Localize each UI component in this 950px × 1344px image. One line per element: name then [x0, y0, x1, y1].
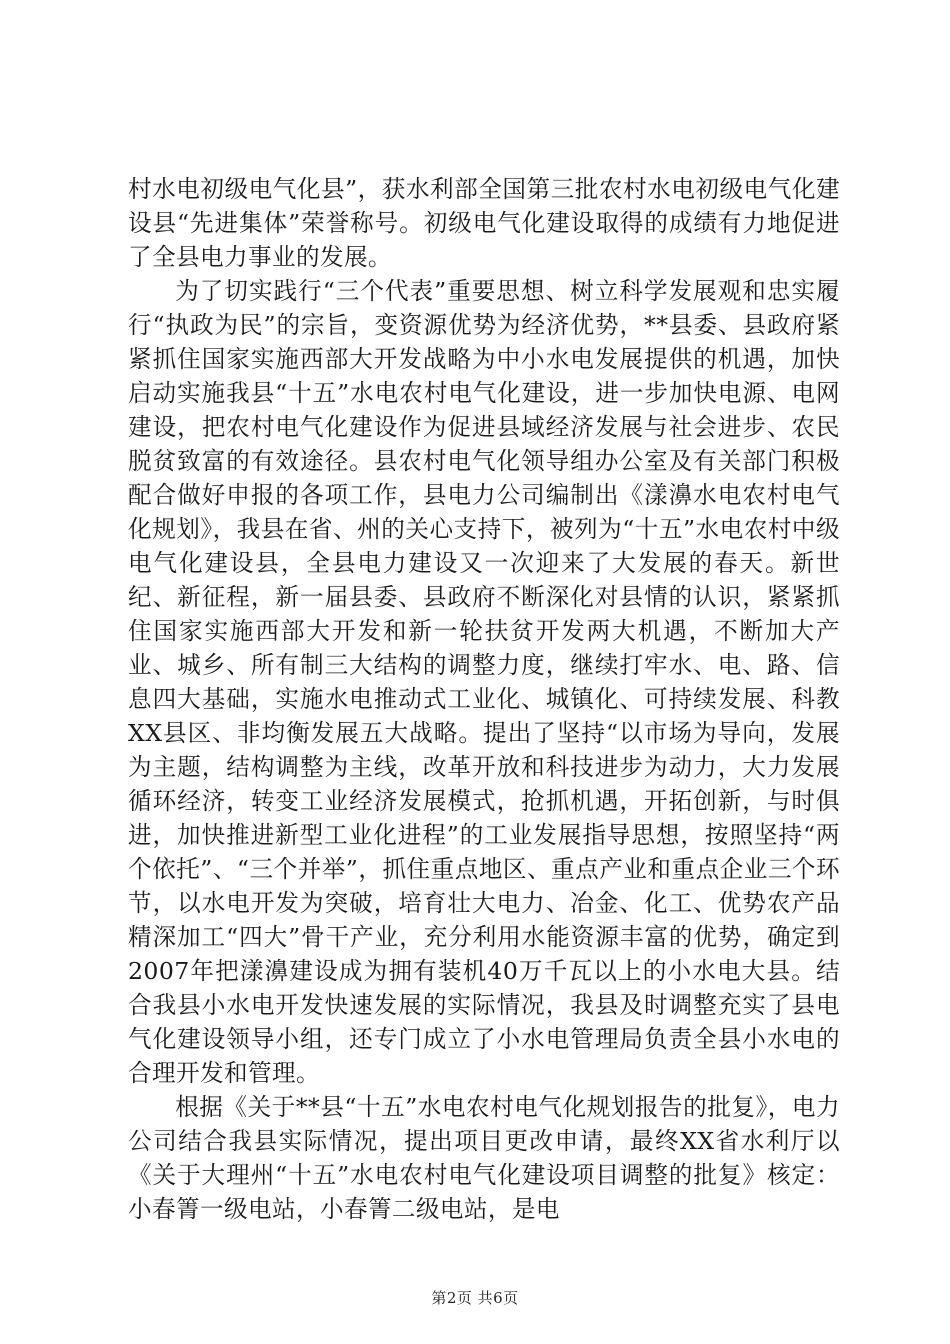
page-number-footer: 第2页 共6页: [431, 1289, 519, 1307]
paragraph-strategy: 为了切实践行“三个代表”重要思想、树立科学发展观和忠实履行“执政为民”的宗旨，变资源优势为经济优势，**县委、县政府紧紧抓住国家实施西部大开发战略为中小水电发展提供的机遇，加快启动实施我县“十五”水电农村电气化建设，进一步加快电源、电网建设，把农村电气化建设作为促进县域经济发展与社会进步、农民脱贫致富的有效途径。县农村电气化领导组办公室及有关部门积极配合做好申报的各项工作，县电力公司编制出《漾濞水电农村电气化规划》，我县在省、州的关心支持下，被列为“十五”水电农村中级电气化建设县，全县电力建设又一次迎来了大发展的春天。新世纪、新征程，新一届县委、县政府不断深化对县情的认识，紧紧抓住国家实施西部大开发和新一轮扶贫开发两大机遇，不断加大产业、城乡、所有制三大结构的调整力度，继续打牢水、电、路、信息四大基础，实施水电推动式工业化、城镇化、可持续发展、科教XX县区、非均衡发展五大战略。提出了坚持“以市场为导向，发展为主题，结构调整为主线，改革开放和科技进步为动力，大力发展循环经济，转变工业经济发展模式，抢抓机遇，开拓创新，与时俱进，加快推进新型工业化进程”的工业发展指导思想，按照坚持“两个依托”、“三个并举”，抓住重点地区、重点产业和重点企业三个环节，以水电开发为突破，培育壮大电力、冶金、化工、优势农产品精深加工“四大”骨干产业，充分利用水能资源丰富的优势，确定到2007年把漾濞建设成为拥有装机40万千瓦以上的小水电大县。结合我县小水电开发快速发展的实际情况，我县及时调整充实了县电气化建设领导小组，还专门成立了小水电管理局负责全县小水电的合理开发和管理。: [128, 277, 840, 1087]
paragraph-approval: 根据《关于**县“十五”水电农村电气化规划报告的批复》，电力公司结合我县实际情况，提出项目更改申请，最终XX省水利厅以《关于大理州“十五”水电农村电气化建设项目调整的批复》核定：小春箐一级电站，小春箐二级电站，是电: [128, 1093, 840, 1223]
document-body: [128, 172, 840, 1226]
paragraph-continuation: 村水电初级电气化县”，获水利部全国第三批农村水电初级电气化建设县“先进集体”荣誉称号。初级电气化建设取得的成绩有力地促进了全县电力事业的发展。: [128, 175, 840, 271]
